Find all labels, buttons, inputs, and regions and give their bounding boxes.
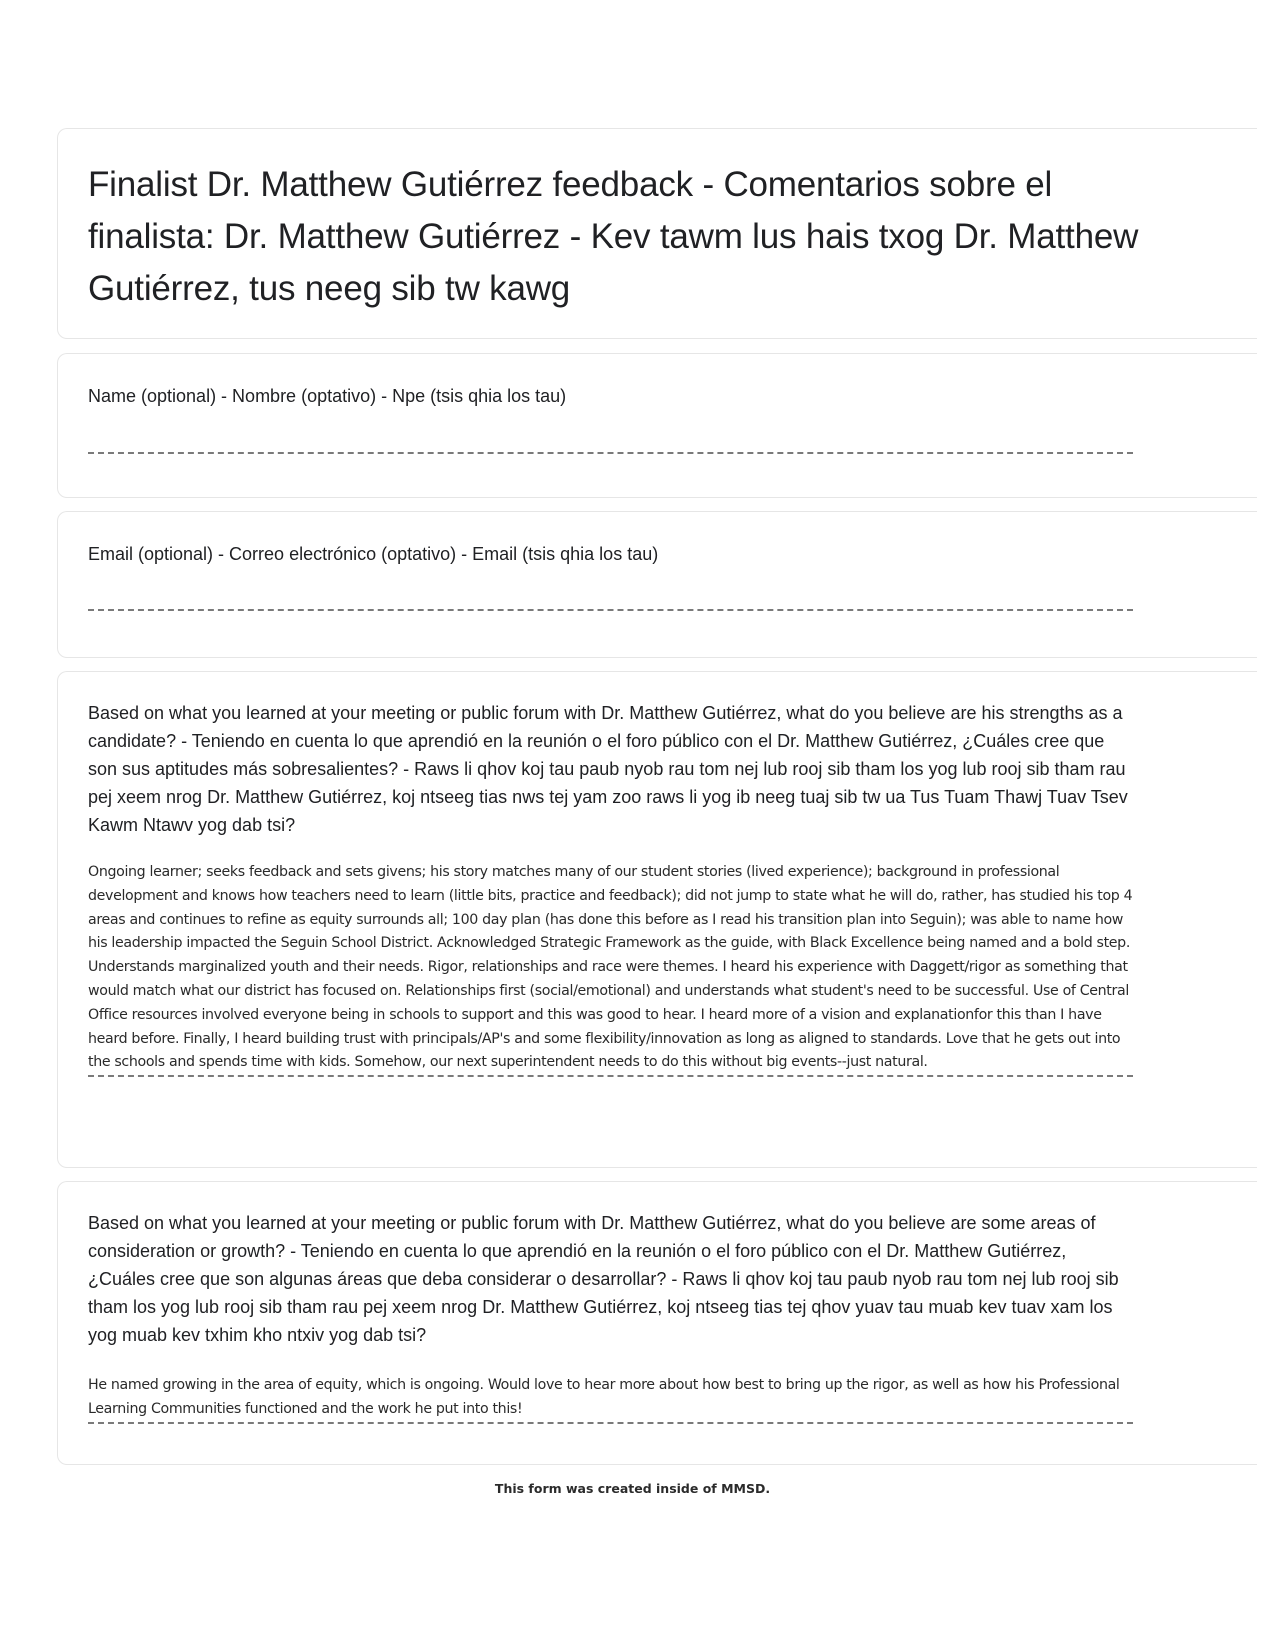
strengths-question-card <box>57 671 1257 1168</box>
email-field[interactable] <box>88 609 1133 611</box>
page-title: Finalist Dr. Matthew Gutiérrez feedback - Comentarios sobre el finalista: Dr. Matthew Gutiérrez - Kev tawm lus hais txog Dr. Matthew Gutiérrez, tus neeg sib tw kawg <box>88 165 1139 308</box>
name-field[interactable] <box>88 452 1133 454</box>
strengths-answer[interactable]: Ongoing learner; seeks feedback and sets givens; his story matches many of our student stories (lived experience); background in professional development and knows how teachers need to learn (little bits, practice and feedback); did not jump to state what he will do, rather, has studied his top 4 areas and continues to refine as equity surrounds all; 100 day plan (has done this before as I read his transition plan into Seguin); was able to name how his leadership impacted the Seguin School District. Acknowledged Strategic Framework as the guide, with Black Excellence being named and a bold step. Understands marginalized youth and their needs. Rigor, relationships and race were themes. I heard his experience with Daggett/rigor as something that would match what our district has focused on. Relationships first (social/emotional) and understands what student's need to be successful. Use of Central Office resources involved everyone being in schools to support and this was good to hear. I heard more of a vision and explanationfor this than I have heard before. Finally, I heard building trust with principals/AP's and some flexibility/innovation as long as aligned to standards. Love that he gets out into the schools and spends time with kids. Somehow, our next superintendent needs to do this without big events--just natural. <box>88 861 1133 1077</box>
growth-answer[interactable]: He named growing in the area of equity, which is ongoing. Would love to hear more about how best to bring up the rigor, as well as how his Professional Learning Communities functioned and the work he put into this! <box>88 1374 1133 1424</box>
strengths-question: Based on what you learned at your meeting or public forum with Dr. Matthew Gutiérrez, what do you believe are his strengths as a candidate? - Teniendo en cuenta lo que aprendió en la reunión o el foro público con el Dr. Matthew Gutiérrez, ¿Cuáles cree que son sus aptitudes más sobresalientes? - Raws li qhov koj tau paub nyob rau tom nej lub rooj sib tham los yog lub rooj sib tham rau pej xeem nrog Dr. Matthew Gutiérrez, koj ntseeg tias nws tej yam zoo raws li yog ib neeg tuaj sib tw ua Tus Tuam Thawj Tuav Tsev Kawm Ntawv yog dab tsi? <box>88 703 1128 835</box>
form-header-card <box>57 128 1257 339</box>
growth-question-card <box>57 1181 1257 1465</box>
form-footer: This form was created inside of MMSD. <box>494 1481 771 1496</box>
email-field-label: Email (optional) - Correo electrónico (optativo) - Email (tsis qhia los tau) <box>88 544 659 564</box>
name-field-card <box>57 353 1257 498</box>
email-field-card <box>57 511 1257 658</box>
growth-question: Based on what you learned at your meeting or public forum with Dr. Matthew Gutiérrez, what do you believe are some areas of consideration or growth? - Teniendo en cuenta lo que aprendió en la reunión o el foro público con el Dr. Matthew Gutiérrez, ¿Cuáles cree que son algunas áreas que deba considerar o desarrollar? - Raws li qhov koj tau paub nyob rau tom nej lub rooj sib tham los yog lub rooj sib tham rau pej xeem nrog Dr. Matthew Gutiérrez, koj ntseeg tias tej qhov yuav tau muab kev tuav xam los yog muab kev txhim kho ntxiv yog dab tsi? <box>88 1213 1119 1345</box>
name-field-label: Name (optional) - Nombre (optativo) - Npe (tsis qhia los tau) <box>88 386 567 406</box>
